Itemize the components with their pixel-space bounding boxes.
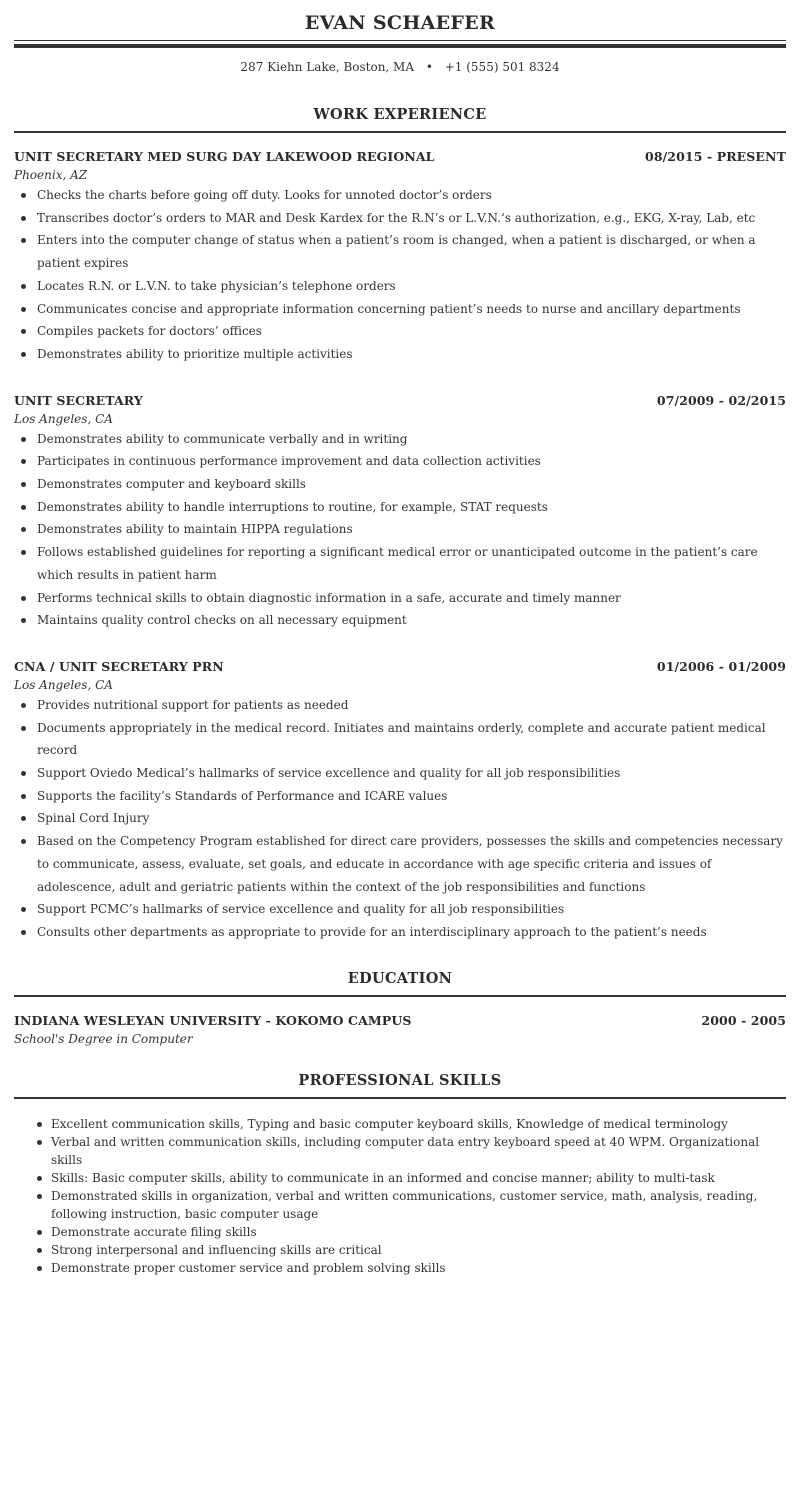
list-item: Demonstrated skills in organization, verbal and written communications, customer service, math, analysis, reading, following instruction, basic computer usage xyxy=(51,1187,786,1223)
list-item: Demonstrates computer and keyboard skills xyxy=(37,473,786,496)
job-duties-list xyxy=(14,184,786,366)
list-item: Demonstrates ability to maintain HIPPA regulations xyxy=(37,518,786,541)
section-rule xyxy=(14,131,786,133)
education-dates: 2000 - 2005 xyxy=(701,1012,786,1028)
header-rule-thin xyxy=(14,40,786,41)
resume-header xyxy=(14,0,786,78)
contact-address: 287 Kiehn Lake, Boston, MA xyxy=(240,60,414,74)
skills-list xyxy=(14,1115,786,1277)
list-item: Documents appropriately in the medical record. Initiates and maintains orderly, complete and accurate patient medical record xyxy=(37,717,786,762)
job-title: UNIT SECRETARY xyxy=(14,392,143,408)
list-item: Support PCMC’s hallmarks of service excellence and quality for all job responsibilities xyxy=(37,898,786,921)
list-item: Spinal Cord Injury xyxy=(37,807,786,830)
list-item: Demonstrates ability to prioritize multiple activities xyxy=(37,343,786,366)
section-title-education: EDUCATION xyxy=(347,969,453,987)
job-location: Los Angeles, CA xyxy=(14,411,113,426)
section-rule xyxy=(14,995,786,997)
list-item: Maintains quality control checks on all necessary equipment xyxy=(37,609,786,632)
list-item: Checks the charts before going off duty. Looks for unnoted doctor’s orders xyxy=(37,184,786,207)
job-dates: 01/2006 - 01/2009 xyxy=(656,658,786,674)
contact-line xyxy=(14,60,786,78)
section-rule xyxy=(14,1097,786,1099)
education-entry xyxy=(14,1013,786,1046)
list-item: Based on the Competency Program established for direct care providers, possesses the skills and competencies necessary to communicate, assess, evaluate, set goals, and educate in accordance with age specific criteria and issues of adolescence, adult and geriatric patients within the context of the job responsibilities and functions xyxy=(37,830,786,898)
list-item: Locates R.N. or L.V.N. to take physician’s telephone orders xyxy=(37,275,786,298)
section-title-skills: PROFESSIONAL SKILLS xyxy=(298,1071,502,1089)
header-rule-thick xyxy=(14,44,786,48)
job-location: Los Angeles, CA xyxy=(14,677,113,692)
list-item: Skills: Basic computer skills, ability to communicate in an informed and concise manner; ability to multi-task xyxy=(51,1169,786,1187)
job-entry xyxy=(14,393,786,632)
list-item: Communicates concise and appropriate information concerning patient’s needs to nurse and ancillary departments xyxy=(37,298,786,321)
education-header xyxy=(14,1013,786,1028)
list-item: Participates in continuous performance improvement and data collection activities xyxy=(37,450,786,473)
list-item: Verbal and written communication skills, including computer data entry keyboard speed at 40 WPM. Organizational skills xyxy=(51,1133,786,1169)
list-item: Supports the facility’s Standards of Performance and ICARE values xyxy=(37,785,786,808)
list-item: Excellent communication skills, Typing and basic computer keyboard skills, Knowledge of medical terminology xyxy=(51,1115,786,1133)
degree: School's Degree in Computer xyxy=(14,1031,193,1046)
job-header xyxy=(14,659,786,674)
job-header xyxy=(14,393,786,408)
list-item: Follows established guidelines for reporting a significant medical error or unanticipated outcome in the patient’s care which results in patient harm xyxy=(37,541,786,586)
list-item: Enters into the computer change of status when a patient’s room is changed, when a patient is discharged, or when a patient expires xyxy=(37,229,786,274)
job-location: Phoenix, AZ xyxy=(14,168,88,182)
education-section xyxy=(14,970,786,1046)
list-item: Transcribes doctor’s orders to MAR and Desk Kardex for the R.N’s or L.V.N.‘s authorization, e.g., EKG, X-ray, Lab, etc xyxy=(37,207,786,230)
contact-separator: • xyxy=(425,60,433,74)
job-dates: 07/2009 - 02/2015 xyxy=(656,392,786,408)
job-duties-list xyxy=(14,428,786,632)
job-header xyxy=(14,149,786,164)
list-item: Support Oviedo Medical’s hallmarks of service excellence and quality for all job responsibilities xyxy=(37,762,786,785)
job-title: UNIT SECRETARY MED SURG DAY LAKEWOOD REGIONAL xyxy=(14,149,435,164)
work-experience-section xyxy=(14,106,786,944)
list-item: Provides nutritional support for patients as needed xyxy=(37,694,786,717)
job-entry xyxy=(14,149,786,366)
list-item: Performs technical skills to obtain diagnostic information in a safe, accurate and timely manner xyxy=(37,587,786,610)
job-entry xyxy=(14,659,786,944)
skills-section xyxy=(14,1072,786,1277)
job-title: CNA / UNIT SECRETARY PRN xyxy=(14,658,224,674)
job-duties-list xyxy=(14,694,786,944)
section-title-work: WORK EXPERIENCE xyxy=(313,106,487,123)
candidate-name: EVAN SCHAEFER xyxy=(304,12,496,34)
contact-phone: +1 (555) 501 8324 xyxy=(444,60,560,74)
list-item: Consults other departments as appropriate to provide for an interdisciplinary approach to the patient’s needs xyxy=(37,921,786,944)
list-item: Demonstrates ability to handle interruptions to routine, for example, STAT requests xyxy=(37,496,786,519)
list-item: Demonstrates ability to communicate verbally and in writing xyxy=(37,428,786,451)
list-item: Demonstrate accurate filing skills xyxy=(51,1223,786,1241)
job-dates: 08/2015 - PRESENT xyxy=(645,149,786,164)
school-name: INDIANA WESLEYAN UNIVERSITY - KOKOMO CAMPUS xyxy=(14,1012,412,1028)
list-item: Demonstrate proper customer service and problem solving skills xyxy=(51,1259,786,1277)
list-item: Compiles packets for doctors’ offices xyxy=(37,320,786,343)
list-item: Strong interpersonal and influencing skills are critical xyxy=(51,1241,786,1259)
